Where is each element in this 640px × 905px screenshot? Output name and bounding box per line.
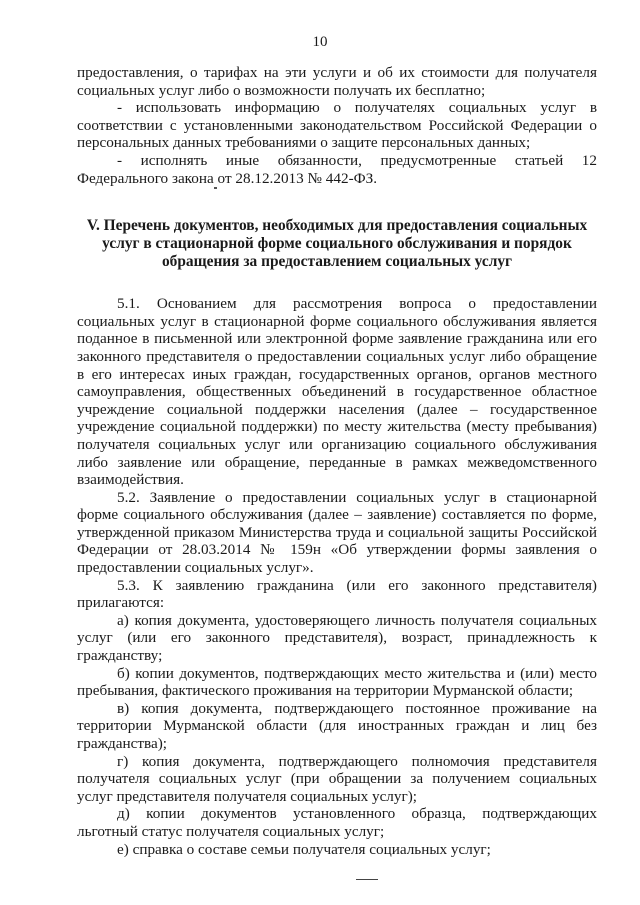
paragraph-dash-item: - использовать информацию о получателях социальных услуг в соответствии с установленными законодательством Российской Федерации о персональных данных требованиями о защите персональных данных;: [77, 99, 597, 152]
list-item-g: г) копия документа, подтверждающего полномочия представителя получателя социальных услуг (при обращении за получением социальных услуг представителя получателя социальных услуг);: [77, 752, 597, 805]
list-item-d: д) копии документов установленного образца, подтверждающих льготный статус получателя социальных услуг;: [77, 805, 597, 840]
paragraph-5-2: 5.2. Заявление о предоставлении социальных услуг в стационарной форме социального обслуживания (далее – заявление) составляется по форме, утвержденной приказом Министерства труда и социальной защиты Российской Федерации от 28.03.2014 № 159н «Об утверждении формы заявления о предоставлении социальных услуг».: [77, 488, 597, 577]
page-number: 10: [312, 34, 328, 50]
list-item-e: е) справка о составе семьи получателя социальных услуг;: [117, 840, 491, 858]
footer-dash: [356, 879, 378, 880]
list-item-a: а) копия документа, удостоверяющего личность получателя социальных услуг (или его законного представителя), возраст, принадлежность к гражданству;: [77, 611, 597, 665]
paragraph-5-3: 5.3. К заявлению гражданина (или его законного представителя) прилагаются:: [77, 576, 597, 612]
section-heading: V. Перечень документов, необходимых для предоставления социальных услуг в стационарной форме социального обслуживания и порядок обращения за предоставлением социальных услуг: [86, 217, 588, 271]
paragraph-continuation: предоставления, о тарифах на эти услуги и об их стоимости для получателя социальных услуг либо о возможности получать их бесплатно;: [77, 64, 597, 99]
list-item-b: б) копии документов, подтверждающих место жительства и (или) место пребывания, фактического проживания на территории Мурманской области;: [77, 664, 597, 700]
document-body: [77, 64, 597, 858]
paragraph-5-1: 5.1. Основанием для рассмотрения вопроса о предоставлении социальных услуг в стационарной форме социального обслуживания является поданное в письменной или электронной форме заявление гражданина или его законного представителя о предоставлении социальных услуг либо обращение в его интересах иных граждан, государственных органов, органов местного самоуправления, общественных объединений в государственное областное учреждение социальной поддержки населения (далее – государственное учреждение социальной поддержки) по месту жительства (месту пребывания) получателя социальных услуг или организацию социального обслуживания либо заявление или обращение, переданные в рамках межведомственного взаимодействия.: [77, 295, 597, 489]
paragraph-dash-item: - исполнять иные обязанности, предусмотренные статьей 12 Федерального закона от 28.12.2013 № 442-ФЗ.: [77, 151, 597, 187]
list-item-v: в) копия документа, подтверждающего постоянное проживание на территории Мурманской области (для иностранных граждан и лиц без гражданства);: [77, 699, 597, 752]
